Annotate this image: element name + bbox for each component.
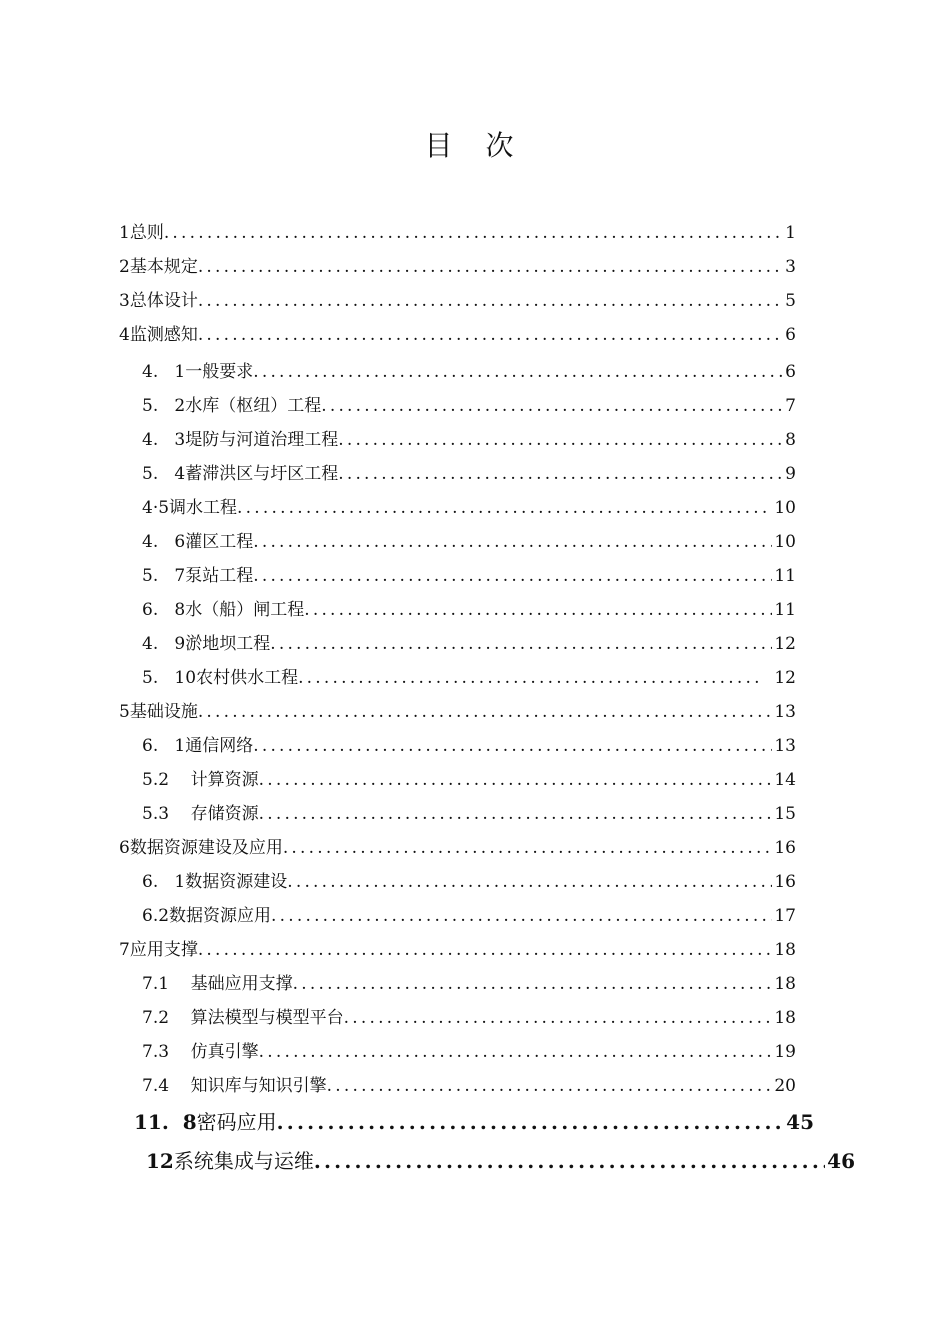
toc-entry-page: 18 [774,940,796,960]
toc-entry-page: 1 [785,223,796,243]
toc-entry-label: 7应用支撑 [119,940,198,960]
toc-entry-label: 7.1 基础应用支撑 [142,974,293,994]
toc-entry[interactable] [142,459,796,483]
leader-dots [283,838,773,858]
leader-dots [287,872,772,892]
leader-dots [198,325,783,345]
toc-entry-label: 6. 1通信网络 [142,736,254,756]
leader-dots [198,702,773,722]
toc-entry-page: 11 [774,600,796,620]
toc-entry-number: 12 [146,1149,174,1173]
toc-entry[interactable] [142,731,796,755]
toc-entry-label: 5. 10农村供水工程 [142,668,299,688]
leader-dots [237,498,772,518]
toc-entry[interactable] [142,663,796,687]
leader-dots [253,532,772,552]
toc-entry-text: 系统集成与运维 [173,1149,314,1173]
toc-entry-label: 4·5调水工程 [142,498,238,518]
toc-entry-page: 3 [785,257,796,277]
leader-dots [259,1042,773,1062]
toc-entry-page: 16 [774,872,796,892]
toc-entry[interactable] [142,561,796,585]
toc-entry-label: 4. 3堤防与河道治理工程 [142,430,339,450]
toc-entry-label: 5.3 存储资源 [142,804,259,824]
leader-dots [270,634,772,654]
toc-entry[interactable] [119,252,796,276]
toc-entry-page: 8 [785,430,796,450]
leader-dots [253,566,772,586]
leader-dots [344,1008,773,1028]
leader-dots [198,940,773,960]
leader-dots [198,257,783,277]
leader-dots [271,906,772,926]
toc-entry[interactable] [142,391,796,415]
leader-dots [198,291,783,311]
toc-entry[interactable] [119,218,796,242]
toc-entry[interactable] [142,357,796,381]
toc-entry-label: 4. 1一般要求 [142,362,254,382]
toc-entry-page: 10 [774,498,796,518]
toc-entry-page: 15 [774,804,796,824]
leader-dots [253,736,772,756]
toc-entry-page: 18 [774,974,796,994]
toc-entry-label: 3总体设计 [119,291,198,311]
toc-entry[interactable] [142,629,796,653]
leader-dots [327,1076,773,1096]
toc-entry-page: 6 [785,362,796,382]
toc-entry-page: 46 [827,1149,855,1173]
toc-entry-page: 10 [774,532,796,552]
toc-entry[interactable] [142,1071,796,1095]
toc-entry[interactable] [142,425,796,449]
toc-entry-label: 6.2数据资源应用 [142,906,272,926]
toc-entry-label: 4. 9淤地坝工程 [142,634,271,654]
toc-entry-label: 5. 4蓄滞洪区与圩区工程 [142,464,339,484]
leader-dots [164,223,783,243]
toc-entry-label: 7.3 仿真引擎 [142,1042,259,1062]
toc-entry[interactable] [119,320,796,344]
toc-entry-page: 16 [774,838,796,858]
toc-entry-label: 6. 8水（船）闸工程 [142,600,305,620]
toc-entry-label: 5.2 计算资源 [142,770,259,790]
toc-entry-label: 4监测感知 [119,325,198,345]
toc-entry-label: 5. 7泵站工程 [142,566,254,586]
toc-entry[interactable] [142,493,796,517]
toc-entry-page: 13 [774,702,796,722]
toc-entry[interactable] [119,935,796,959]
toc-entry-page: 20 [774,1076,796,1096]
leader-dots [338,430,783,450]
toc-entry-page: 7 [785,396,796,416]
toc-entry-label: 5. 2水库（枢纽）工程 [142,396,322,416]
toc-entry-label: 7.2 算法模型与模型平台 [142,1008,344,1028]
toc-entry-text: 密码应用 [196,1110,277,1134]
toc-entry[interactable] [134,1106,814,1134]
toc-entry[interactable] [142,799,796,823]
toc-entry-page: 17 [774,906,796,926]
toc-entry-page: 11 [774,566,796,586]
toc-entry-page: 5 [785,291,796,311]
toc-entry[interactable] [142,901,796,925]
toc-entry-page: 19 [774,1042,796,1062]
toc-entry-label: 6. 1数据资源建设 [142,872,288,892]
toc-entry[interactable] [142,527,796,551]
toc-entry[interactable] [119,286,796,310]
toc-entry[interactable] [142,1037,796,1061]
leader-dots [314,1149,825,1173]
toc-entry-page: 18 [774,1008,796,1028]
toc-entry-number: 11. 8 [134,1110,197,1134]
leader-dots [293,974,773,994]
toc-entry[interactable] [146,1145,855,1173]
toc-entry-label: 7.4 知识库与知识引擎 [142,1076,327,1096]
toc-entry[interactable] [142,867,796,891]
leader-dots [277,1110,785,1134]
page-title: 目 次 [424,129,526,162]
toc-entry-page: 12 [774,634,796,654]
leader-dots [338,464,783,484]
leader-dots [259,770,773,790]
leader-dots [298,668,758,688]
toc-entry-page: 13 [774,736,796,756]
toc-entry[interactable] [142,969,796,993]
toc-entry[interactable] [119,833,796,857]
toc-entry-label: 6数据资源建设及应用 [119,838,283,858]
leader-dots [321,396,783,416]
toc-entry[interactable] [142,765,796,789]
leader-dots [259,804,773,824]
toc-entry[interactable] [142,595,796,619]
toc-entry-page: 12 [774,668,796,688]
toc-entry-label: 5基础设施 [119,702,198,722]
toc-entry-label [146,1145,314,1174]
toc-entry-label: 4. 6灌区工程 [142,532,254,552]
toc-entry-label [134,1106,277,1135]
toc-entry-page: 45 [786,1110,814,1134]
toc-entry-page: 6 [785,325,796,345]
toc-entry[interactable] [142,1003,796,1027]
toc-entry[interactable] [119,697,796,721]
leader-dots [253,362,783,382]
toc-entry-page: 14 [774,770,796,790]
leader-dots [304,600,772,620]
toc-entry-label: 1总则 [119,223,164,243]
toc-entry-label: 2基本规定 [119,257,198,277]
toc-entry-page: 9 [785,464,796,484]
